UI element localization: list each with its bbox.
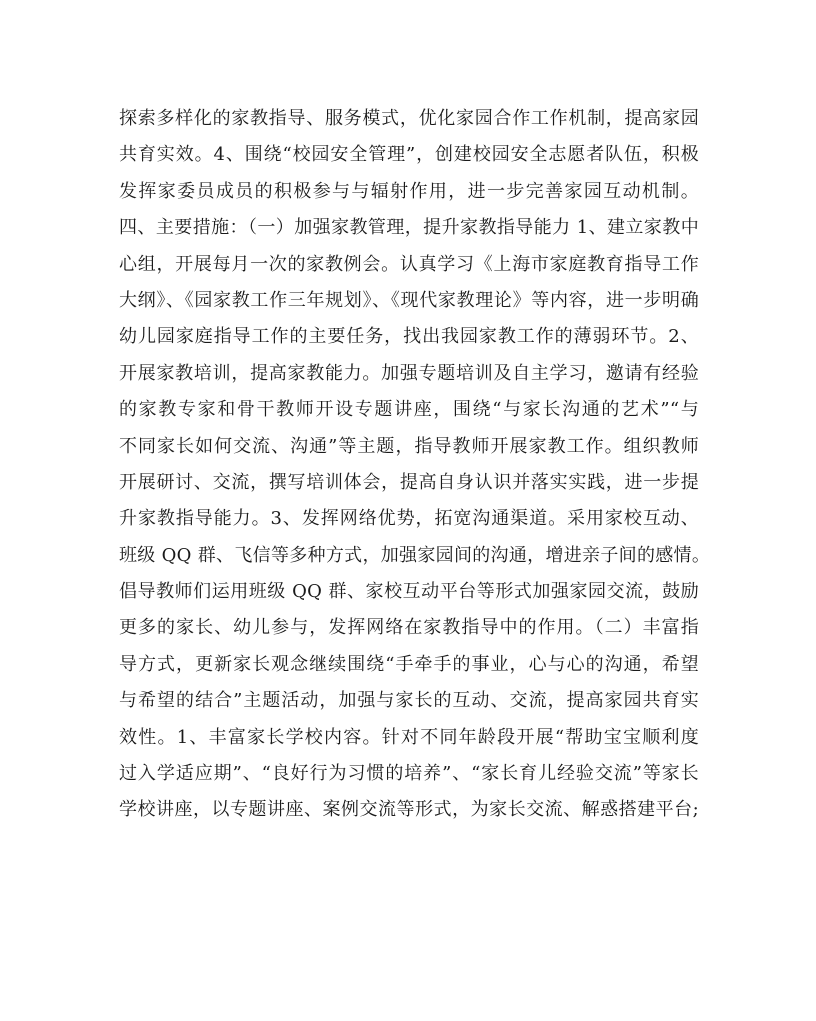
text-line: 开展家教培训，提高家教能力。加强专题培训及自主学习，邀请有经验: [119, 362, 699, 384]
text-line: 探索多样化的家教指导、服务模式，优化家园合作工作机制，提高家园: [119, 108, 699, 129]
text-line: 共育实效。4、围绕“校园安全管理”，创建校园安全志愿者队伍，积极: [119, 144, 699, 166]
text-line: 四、主要措施：（一）加强家教管理，提升家教指导能力 1、建立家教中: [119, 217, 699, 239]
text-line: 倡导教师们运用班级 QQ 群、家校互动平台等形式加强家园交流，鼓励: [119, 581, 699, 603]
text-line: 升家教指导能力。3、发挥网络优势，拓宽沟通渠道。采用家校互动、: [119, 508, 699, 530]
text-line: 开展研讨、交流，撰写培训体会，提高自身认识并落实实践，进一步提: [119, 471, 699, 493]
text-line: 幼儿园家庭指导工作的主要任务，找出我园家教工作的薄弱环节。2、: [119, 326, 699, 348]
text-line: 不同家长如何交流、沟通”等主题，指导教师开展家教工作。组织教师: [119, 435, 699, 457]
text-line: 更多的家长、幼儿参与，发挥网络在家教指导中的作用。（二）丰富指: [119, 617, 699, 639]
text-line: 发挥家委员成员的积极参与与辐射作用，进一步完善家园互动机制。: [119, 180, 699, 202]
body-text: [119, 101, 711, 829]
text-line: 大纲》、《园家教工作三年规划》、《现代家教理论》等内容，进一步明确: [119, 289, 699, 311]
text-line: 导方式，更新家长观念继续围绕“手牵手的事业，心与心的沟通，希望: [119, 653, 699, 675]
text-line: 心组，开展每月一次的家教例会。认真学习《上海市家庭教育指导工作: [119, 253, 699, 275]
text-line: 的家教专家和骨干教师开设专题讲座，围绕“与家长沟通的艺术”“与: [119, 399, 699, 421]
text-line: 与希望的结合”主题活动，加强与家长的互动、交流，提高家园共育实: [119, 690, 699, 712]
text-line: 效性。1、丰富家长学校内容。针对不同年龄段开展“帮助宝宝顺利度: [119, 726, 699, 748]
text-line: 学校讲座，以专题讲座、案例交流等形式，为家长交流、解惑搭建平台;: [119, 799, 699, 821]
text-line: 班级 QQ 群、飞信等多种方式，加强家园间的沟通，增进亲子间的感情。: [119, 544, 711, 566]
text-line: 过入学适应期”、“良好行为习惯的培养”、“家长育儿经验交流”等家长: [119, 763, 699, 785]
